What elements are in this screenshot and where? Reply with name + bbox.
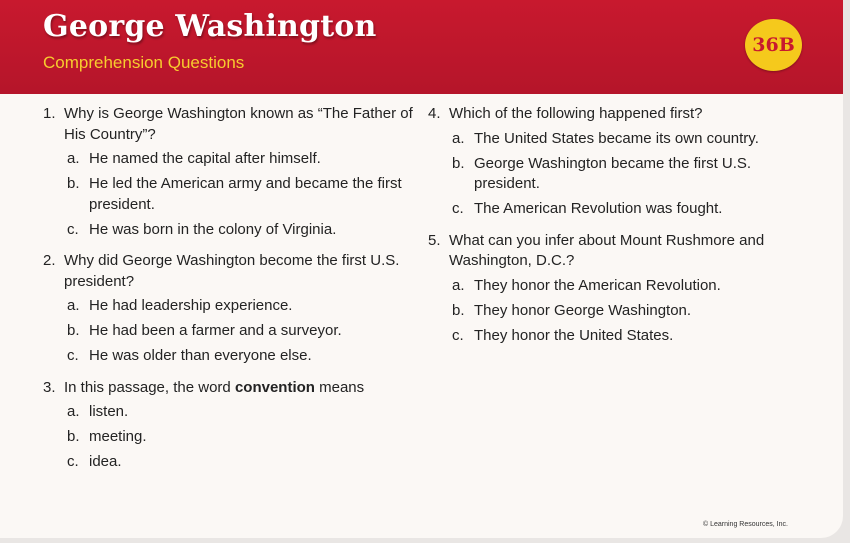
option-letter: a.	[67, 403, 80, 420]
option-letter: b.	[452, 301, 465, 319]
answer-option	[64, 149, 418, 170]
vocabulary-word: convention	[234, 378, 315, 396]
question-text-end: means	[314, 378, 365, 396]
answer-options	[64, 296, 418, 367]
question-text: Why is George Washington known as “The Father of His Country”?	[64, 105, 413, 143]
answer-option	[449, 199, 790, 220]
option-letter: c.	[67, 347, 79, 364]
answer-option	[449, 301, 790, 322]
option-text: George Washington became the first U.S. president.	[474, 154, 752, 192]
right-column	[428, 104, 790, 351]
answer-option	[449, 129, 790, 150]
option-text: The United States became its own country.	[474, 129, 759, 147]
answer-option	[64, 321, 418, 342]
question-number: 4.	[428, 105, 441, 122]
option-letter: b.	[67, 428, 80, 445]
option-text: He had leadership experience.	[89, 297, 293, 314]
option-letter: c.	[67, 220, 79, 238]
option-letter: b.	[67, 175, 80, 192]
copyright-notice: © Learning Resources, Inc.	[703, 521, 788, 528]
option-letter: a.	[67, 150, 80, 167]
option-letter: c.	[452, 326, 464, 344]
option-text: He was older than everyone else.	[89, 347, 312, 364]
option-letter: c.	[67, 453, 79, 470]
option-text: He led the American army and became the first president.	[89, 175, 402, 213]
card-header	[0, 0, 843, 94]
option-text: He named the capital after himself.	[89, 150, 321, 167]
answer-option	[64, 452, 418, 473]
question-text	[64, 378, 418, 399]
option-text: They honor George Washington.	[474, 301, 692, 319]
card-subtitle: Comprehension Questions	[43, 53, 245, 72]
option-letter: b.	[67, 322, 80, 339]
answer-option	[64, 220, 418, 241]
question-4	[428, 104, 790, 220]
option-text: He had been a farmer and a surveyor.	[89, 322, 342, 339]
option-text: The American Revolution was fought.	[474, 200, 723, 217]
question-number: 3.	[43, 378, 56, 396]
question-number: 2.	[43, 252, 56, 269]
card-title: George Washington	[43, 9, 377, 44]
question-3	[43, 378, 418, 473]
left-column	[43, 104, 418, 477]
question-2	[43, 251, 418, 367]
option-text: meeting.	[89, 428, 147, 445]
answer-options	[449, 276, 790, 347]
answer-options	[64, 402, 418, 473]
option-letter: b.	[452, 154, 465, 172]
answer-option	[449, 276, 790, 297]
answer-options	[449, 129, 790, 220]
question-text: Which of the following happened first?	[449, 105, 703, 122]
option-text: idea.	[89, 453, 122, 470]
option-letter: a.	[452, 276, 465, 294]
question-text: What can you infer about Mount Rushmore and Washington, D.C.?	[449, 231, 765, 269]
question-5	[428, 231, 790, 347]
option-letter: a.	[452, 129, 465, 147]
question-number: 5.	[428, 231, 441, 249]
option-text: They honor the American Revolution.	[474, 276, 721, 294]
option-letter: c.	[452, 200, 464, 217]
question-text: Why did George Washington become the first U.S. president?	[64, 252, 400, 290]
question-1	[43, 104, 418, 240]
answer-option	[64, 346, 418, 367]
option-letter: a.	[67, 297, 80, 314]
option-text: listen.	[89, 403, 129, 420]
answer-option	[64, 296, 418, 317]
answer-option	[64, 402, 418, 423]
option-text: He was born in the colony of Virginia.	[89, 220, 337, 238]
answer-option	[64, 174, 418, 215]
answer-option	[449, 154, 790, 195]
question-text-start: In this passage, the word	[64, 378, 235, 396]
answer-option	[449, 326, 790, 347]
question-number: 1.	[43, 105, 56, 122]
card-number-badge: 36B	[745, 19, 802, 71]
answer-options	[64, 149, 418, 240]
answer-option	[64, 427, 418, 448]
option-text: They honor the United States.	[474, 326, 674, 344]
